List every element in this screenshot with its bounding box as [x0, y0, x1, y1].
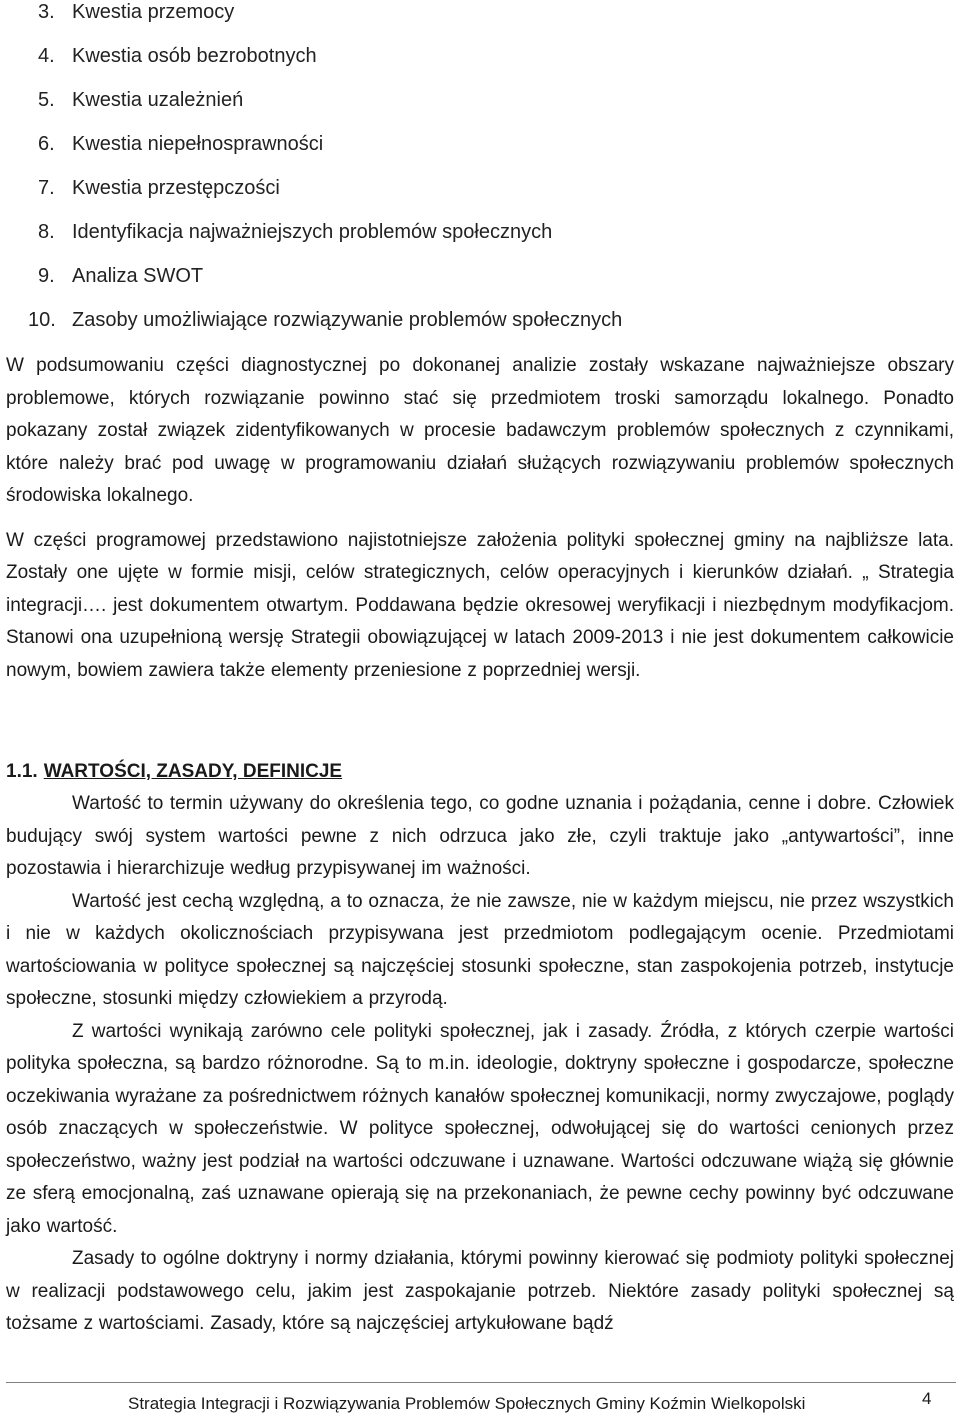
intro-paragraph-2: W części programowej przedstawiono najistotniejsze założenia polityki społecznej gminy na najbliższe lata. Zostały one ujęte w formie misji, celów strategicznych, celów operacyjnych i kierunków działań. „ Strategia integracji…. jest dokumentem otwartym. Poddawana będzie okresowej weryfikacji i niezbędnym modyfikacjom. Stanowi ona uzupełnioną wersję Strategii obowiązującej w latach 2009-2013 i nie jest dokumentem całkowicie nowym, bowiem zawiera także elementy przeniesione z poprzedniej wersji.: [6, 529, 954, 681]
toc-item-label: Kwestia uzależnień: [72, 89, 244, 111]
toc-item: [38, 132, 622, 176]
toc-item-label: Kwestia przestępczości: [72, 177, 280, 199]
toc-item-number: 4.: [38, 45, 55, 67]
page-number: 4: [922, 1389, 932, 1408]
footer-title: Strategia Integracji i Rozwiązywania Problemów Społecznych Gminy Koźmin Wielkopolski: [128, 1394, 806, 1413]
toc-item: [28, 308, 623, 352]
toc-item-label: Zasoby umożliwiające rozwiązywanie problemów społecznych: [72, 309, 623, 331]
section-paragraph-3: Z wartości wynikają zarówno cele polityki społecznej, jak i zasady. Źródła, z których czerpie wartości polityka społeczna, są bardzo różnorodne. Są to m.in. ideologie, doktryny społeczne i gospodarcze, społeczne oczekiwania wyrażane za pośrednictwem różnych kanałów społecznej komunikacji, normy zwyczajowe, poglądy osób znaczących w społeczeństwie. W polityce społecznej, odwołującej się do wartości cenionych przez społeczeństwo, ważny jest podział na wartości odczuwane i uznawane. Wartości odczuwane wiążą się głównie ze sferą emocjonalną, zaś uznawane opierają się na przekonaniach, że pewne cechy powinny być odczuwane jako wartość.: [6, 1020, 954, 1237]
toc-item-label: Identyfikacja najważniejszych problemów społecznych: [72, 221, 553, 243]
toc-item-number: 10.: [28, 309, 56, 331]
toc-item: [38, 44, 622, 88]
section-paragraph-4: Zasady to ogólne doktryny i normy działania, którymi powinny kierować się podmioty polityki społecznej w realizacji podstawowego celu, jakim jest zaspokajanie potrzeb. Niektóre zasady polityki społecznej są tożsame z wartościami. Zasady, które są najczęściej artykułowane bądź: [6, 1248, 954, 1334]
toc-item-label: Kwestia niepełnosprawności: [72, 133, 324, 155]
toc-item-label: Kwestia przemocy: [72, 1, 235, 23]
section-paragraph-1: Wartość to termin używany do określenia tego, co godne uznania i pożądania, cenne i dobre. Człowiek budujący swój system wartości pewne z nich odrzuca jako złe, czyli traktuje jako „antywartości”, inne pozostawia i hierarchizuje według przypisywanej im ważności.: [6, 793, 954, 879]
toc-item-number: 8.: [38, 221, 55, 243]
toc-item: [38, 220, 622, 264]
toc-item: [38, 0, 622, 44]
toc-item: [38, 176, 622, 220]
section-text: [6, 788, 954, 1341]
section-number: 1.1.: [6, 761, 38, 782]
toc-item-number: 5.: [38, 89, 55, 111]
toc-item: [38, 88, 622, 132]
toc-item: [38, 264, 622, 308]
section-paragraph-2: Wartość jest cechą względną, a to oznacza, że nie zawsze, nie w każdym miejscu, nie przez wszystkich i nie w każdych okolicznościach przypisywana jest przedmiotom podlegającym ocenie. Przedmiotami wartościowania w polityce społecznej są najczęściej stosunki społeczne, stan zaspokojenia potrzeb, instytucje społeczne, stosunki między człowiekiem a przyrodą.: [6, 890, 954, 1009]
section-heading: [6, 758, 342, 786]
toc-list: [28, 0, 623, 352]
toc-item-number: 7.: [38, 177, 55, 199]
footer-divider: [6, 1382, 956, 1383]
toc-item-number: 3.: [38, 1, 55, 23]
toc-item-label: Analiza SWOT: [72, 265, 204, 287]
toc-item-number: 9.: [38, 265, 55, 287]
intro-paragraph-1: W podsumowaniu części diagnostycznej po dokonanej analizie zostały wskazane najważniejsze obszary problemowe, których rozwiązanie powinno stać się przedmiotem troski samorządu lokalnego. Ponadto pokazany został związek zidentyfikowanych w procesie badawczym problemów społecznych z czynnikami, które należy brać pod uwagę w programowaniu działań służących rozwiązywaniu problemów społecznych środowiska lokalnego.: [6, 355, 954, 506]
toc-item-number: 6.: [38, 133, 55, 155]
section-title: WARTOŚCI, ZASADY, DEFINICJE: [43, 761, 343, 782]
toc-item-label: Kwestia osób bezrobotnych: [72, 45, 317, 67]
intro-text: [6, 350, 954, 687]
